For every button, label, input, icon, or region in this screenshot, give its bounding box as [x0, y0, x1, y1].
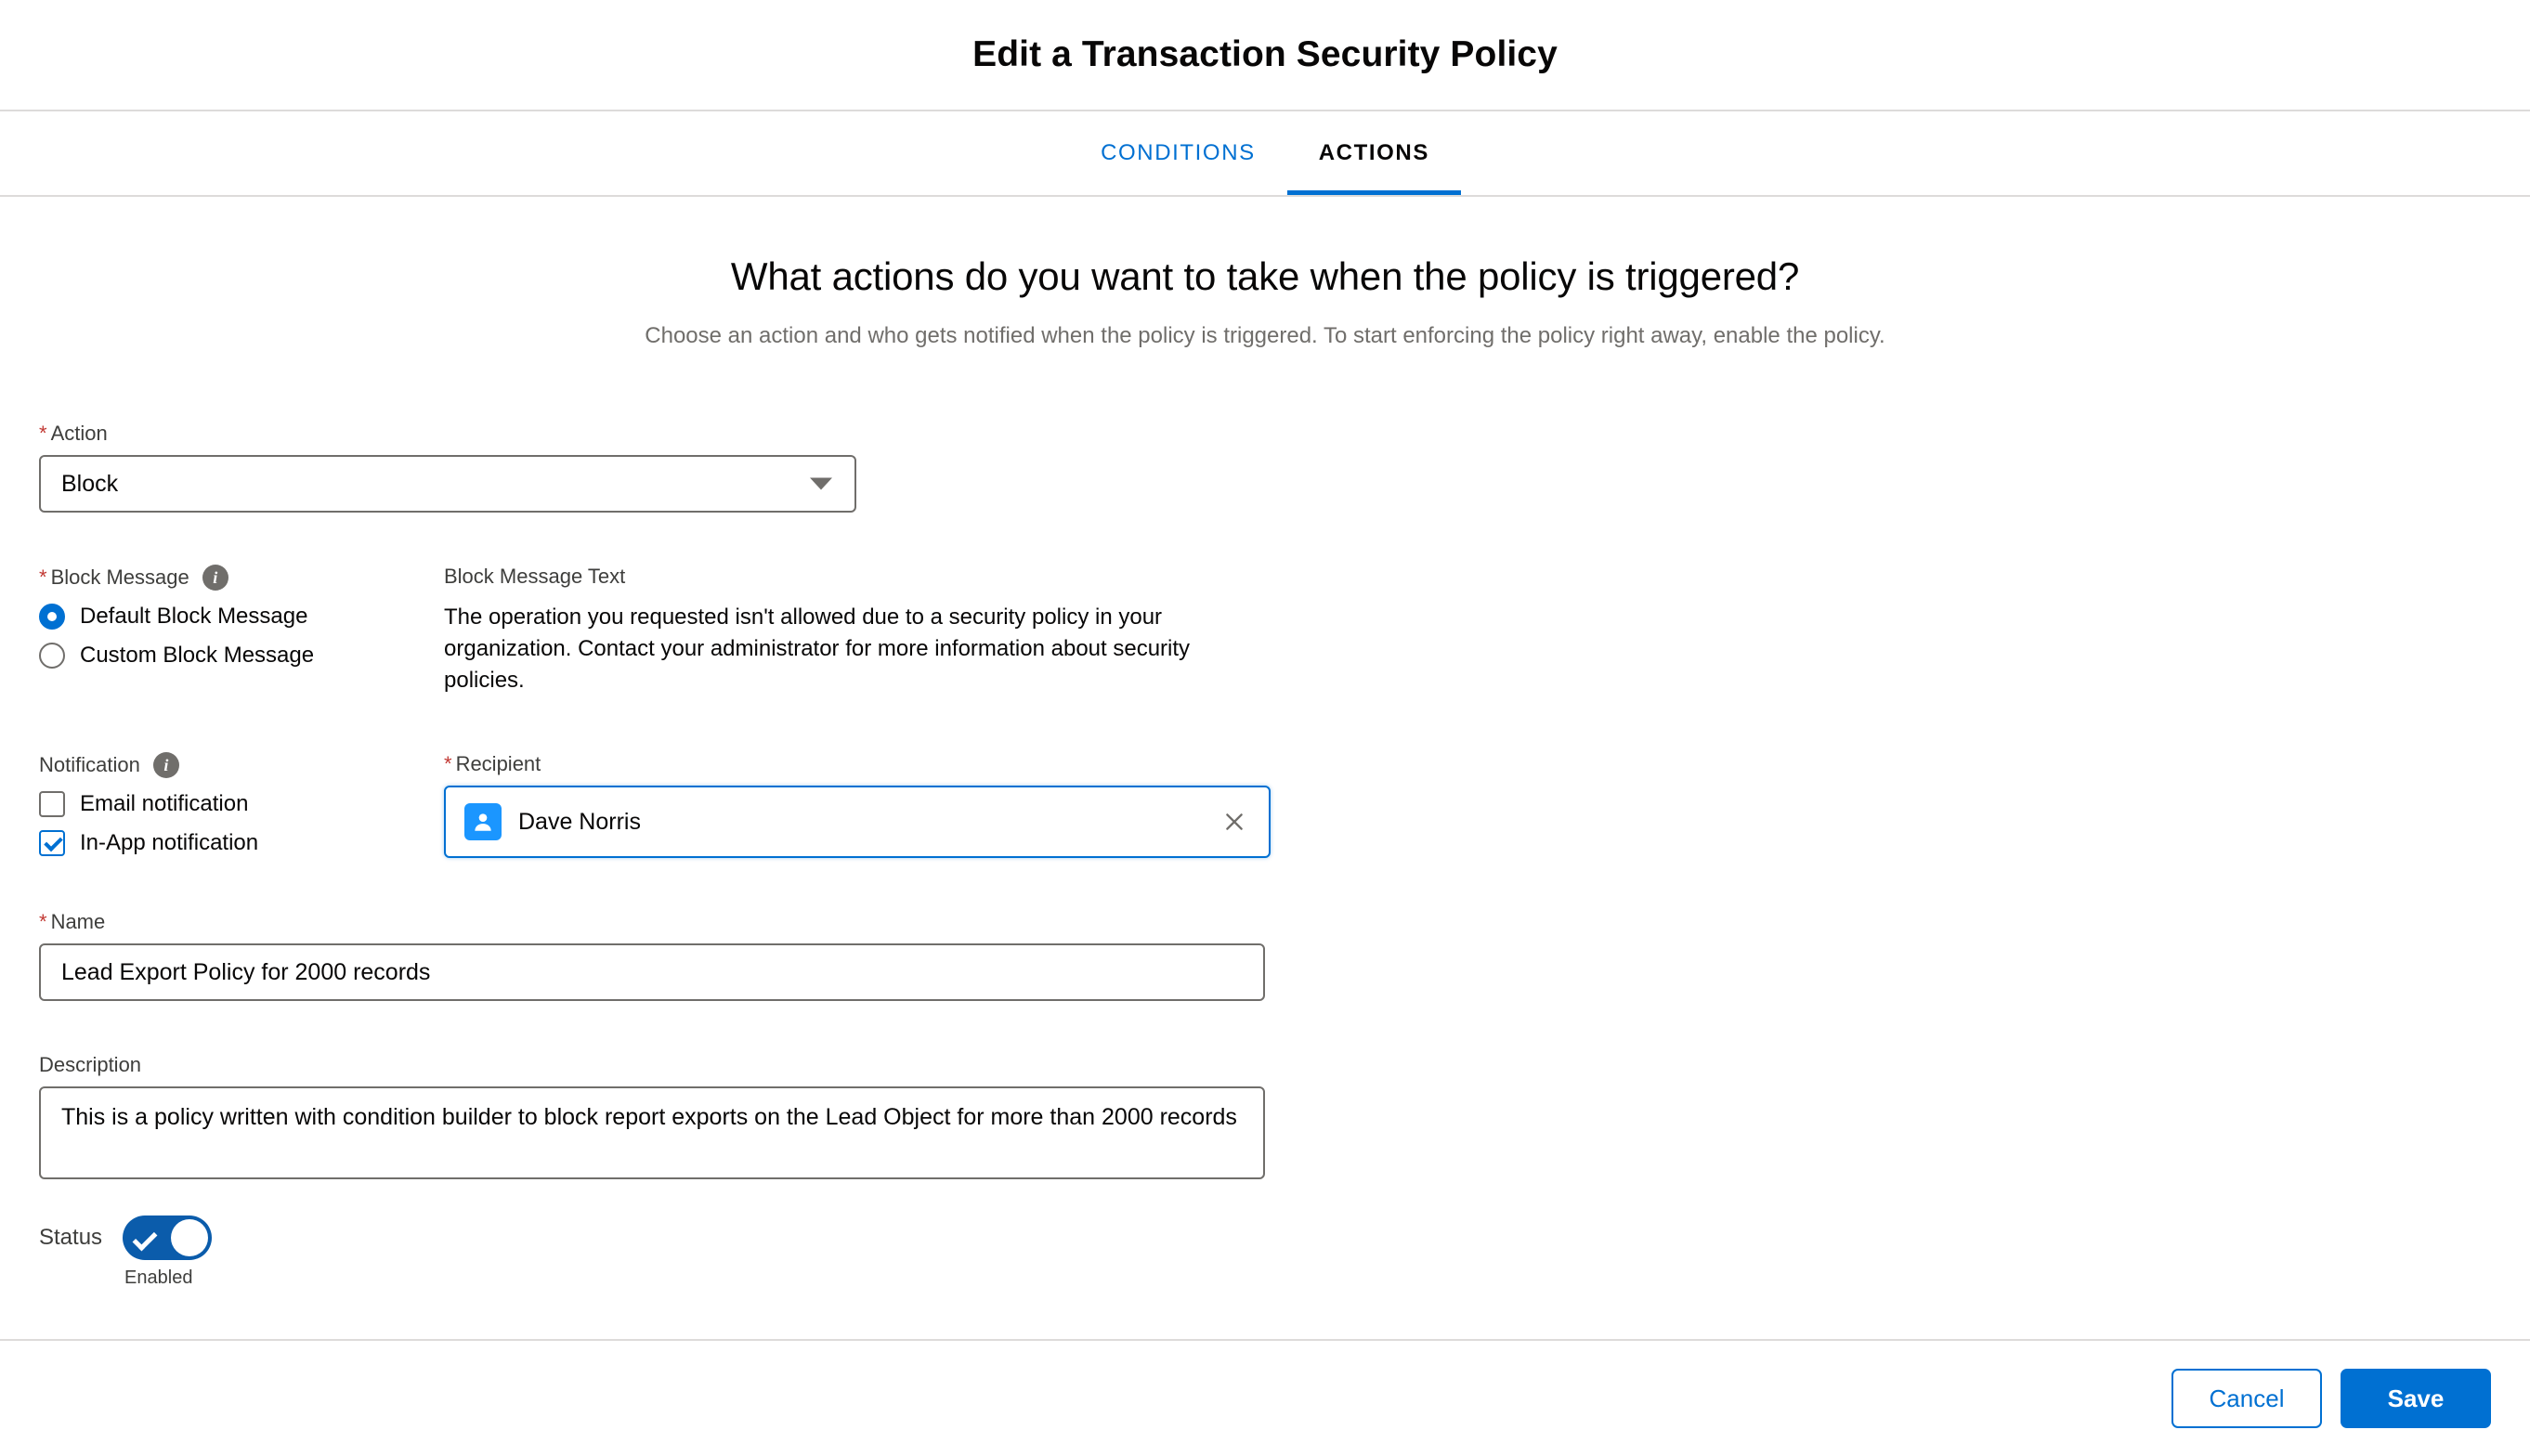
required-asterisk: * — [444, 752, 452, 776]
block-message-text-body: The operation you requested isn't allowed due to a security policy in your organization. Contact your administrator for more information about security policies. — [444, 604, 1191, 694]
user-icon — [464, 803, 502, 840]
notification-options — [39, 752, 444, 858]
check-icon — [133, 1227, 158, 1252]
actions-form — [0, 422, 2530, 1289]
action-label-text: Action — [50, 422, 108, 445]
page-title: Edit a Transaction Security Policy — [972, 34, 1558, 74]
status-toggle[interactable] — [123, 1216, 212, 1260]
radio-default-block-message[interactable] — [39, 604, 444, 630]
notification-label-text: Notification — [39, 753, 140, 777]
modal-footer — [0, 1339, 2530, 1456]
action-select[interactable]: Block — [39, 455, 856, 513]
checkbox-inapp-notification[interactable] — [39, 830, 444, 856]
name-label — [39, 910, 2491, 934]
required-asterisk: * — [39, 422, 47, 445]
notification-label — [39, 752, 444, 778]
checkbox-email-notification-control[interactable] — [39, 791, 65, 817]
radio-default-block-message-label: Default Block Message — [80, 604, 308, 629]
tab-actions[interactable]: ACTIONS — [1287, 111, 1461, 195]
cancel-button[interactable]: Cancel — [2171, 1369, 2322, 1428]
notification-section — [39, 752, 2491, 858]
checkbox-inapp-notification-control[interactable] — [39, 830, 65, 856]
radio-default-block-message-control[interactable] — [39, 604, 65, 630]
block-message-section — [39, 565, 2491, 696]
status-field-group — [39, 1216, 2491, 1289]
save-button[interactable]: Save — [2341, 1369, 2491, 1428]
intro-section — [0, 197, 2530, 349]
tab-bar — [0, 111, 2530, 197]
checkbox-email-notification[interactable] — [39, 791, 444, 817]
recipient-field-group — [444, 752, 1280, 858]
description-label-text: Description — [39, 1053, 142, 1077]
info-icon[interactable]: i — [202, 565, 228, 591]
status-toggle-wrapper — [123, 1216, 212, 1289]
info-icon[interactable]: i — [153, 752, 179, 778]
block-message-options — [39, 565, 444, 696]
intro-subtext: Choose an action and who gets notified when the policy is triggered. To start enforcing the policy right away, enable the policy. — [645, 323, 1885, 348]
recipient-label-text: Recipient — [455, 752, 541, 776]
checkbox-email-notification-label: Email notification — [80, 791, 249, 817]
radio-custom-block-message[interactable] — [39, 643, 444, 669]
action-select-wrapper — [39, 455, 856, 513]
required-asterisk: * — [39, 910, 47, 934]
block-message-text-title: Block Message Text — [444, 565, 626, 588]
toggle-knob — [171, 1219, 208, 1256]
status-label: Status — [39, 1225, 103, 1251]
required-asterisk: * — [39, 566, 47, 589]
recipient-label — [444, 752, 1280, 776]
modal-header — [0, 0, 2530, 111]
action-label — [39, 422, 2491, 446]
block-message-text-block — [444, 565, 1261, 696]
name-field-group — [39, 910, 2491, 1001]
description-label — [39, 1053, 2491, 1077]
description-field-group — [39, 1053, 2491, 1184]
name-label-text: Name — [50, 910, 106, 934]
recipient-pill-label: Dave Norris — [518, 808, 641, 835]
action-field-group — [39, 422, 2491, 513]
tab-conditions[interactable]: CONDITIONS — [1069, 111, 1287, 195]
status-toggle-caption: Enabled — [124, 1268, 193, 1289]
checkbox-inapp-notification-label: In-App notification — [80, 830, 259, 856]
intro-heading: What actions do you want to take when the policy is triggered? — [730, 254, 1800, 298]
name-input[interactable] — [39, 943, 1265, 1001]
block-message-label-text: Block Message — [50, 566, 189, 589]
close-icon[interactable] — [1219, 806, 1250, 838]
modal-body — [0, 197, 2530, 1339]
block-message-label — [39, 565, 444, 591]
description-textarea[interactable] — [39, 1086, 1265, 1179]
radio-custom-block-message-control[interactable] — [39, 643, 65, 669]
recipient-input[interactable] — [444, 786, 1271, 858]
radio-custom-block-message-label: Custom Block Message — [80, 643, 315, 668]
